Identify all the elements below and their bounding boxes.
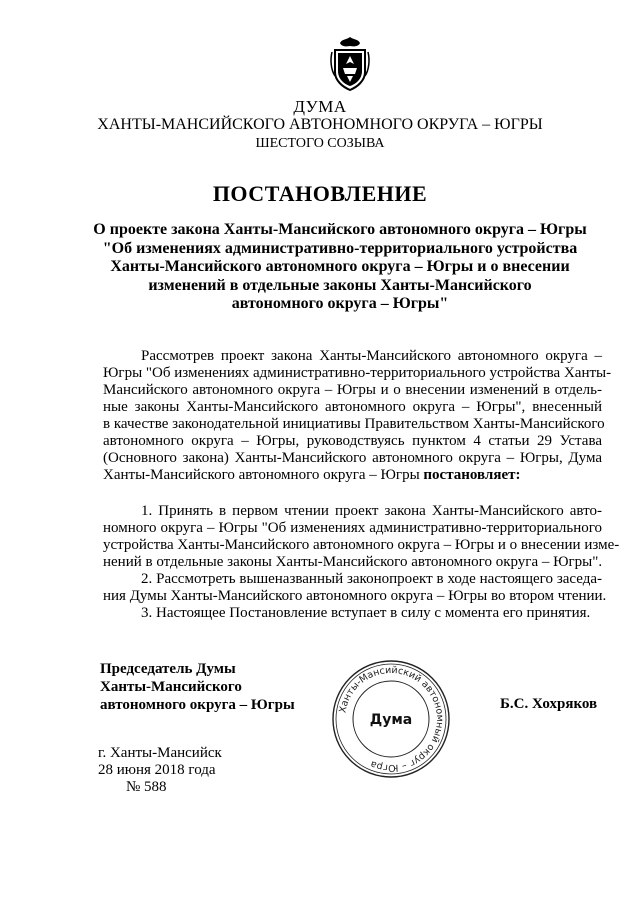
subject-line: Ханты-Мансийского автономного округа – Югры и о внесении	[110, 258, 570, 275]
document-subject	[90, 221, 590, 314]
city: г. Ханты-Мансийск	[98, 745, 222, 761]
item-line: нений в отдельные законы Ханты-Мансийского автономного округа – Югры".	[103, 554, 603, 570]
preamble-line: Югры "Об изменениях административно-территориального устройства Ханты-	[103, 365, 612, 381]
stamp-ring-text: Ханты-Мансийский автономный округ – Югра	[337, 664, 446, 774]
document-type-title: ПОСТАНОВЛЕНИЕ	[212, 181, 428, 206]
item-line: номного округа – Югры "Об изменениях административно-территориального	[103, 520, 602, 536]
preamble-paragraph	[103, 348, 612, 484]
item-line: 1. Принять в первом чтении проект закона Ханты-Мансийского авто-	[141, 503, 602, 519]
signatory-title	[100, 660, 295, 714]
subject-line: автономного округа – Югры"	[231, 295, 449, 312]
subject-line: изменений в отдельные законы Ханты-Мансийского	[148, 276, 532, 294]
preamble-line: (Основного закона) Ханты-Мансийского автономного округа – Югры, Дума	[103, 450, 602, 466]
signatory-title-line: автономного округа – Югры	[100, 697, 295, 713]
org-name: ДУМА	[293, 97, 347, 116]
subject-line: О проекте закона Ханты-Мансийского автономного округа – Югры	[93, 221, 587, 238]
preamble-last-text: Ханты-Мансийского автономного округа – Югры	[103, 467, 420, 483]
convocation: ШЕСТОГО СОЗЫВА	[255, 136, 385, 151]
preamble-line: автономного округа – Югры, руководствуясь пунктом 4 статьи 29 Устава	[103, 433, 602, 449]
signatory-title-line: Ханты-Мансийского	[100, 679, 242, 695]
stamp-center-text: Дума	[369, 712, 413, 728]
signatory-name: Б.С. Хохряков	[500, 696, 598, 712]
item-line: 2. Рассмотреть вышеназванный законопроект в ходе настоящего заседа-	[141, 571, 602, 587]
place-date-number	[98, 745, 222, 796]
preamble-line: ные законы Ханты-Мансийского автономного округа – Югры", внесенный	[103, 399, 602, 415]
item-line: устройства Ханты-Мансийского автономного округа – Югры и о внесении изме-	[103, 537, 620, 553]
preamble-line	[103, 467, 602, 484]
subject-line: "Об изменениях административно-территориального устройства	[102, 239, 578, 257]
item-line: 3. Настоящее Постановление вступает в силу с момента его принятия.	[141, 605, 591, 621]
resolution-verb: постановляет:	[423, 467, 521, 483]
date: 28 июня 2018 года	[98, 762, 216, 778]
preamble-line: Мансийского автономного округа – Югры и о внесении изменений в отдель-	[103, 382, 602, 398]
resolution-items	[103, 503, 620, 622]
document-number: № 588	[126, 779, 167, 795]
region-name: ХАНТЫ-МАНСИЙСКОГО АВТОНОМНОГО ОКРУГА – ЮГРЫ	[97, 116, 543, 133]
preamble-line: в качестве законодательной инициативы Правительством Ханты-Мансийского	[103, 416, 605, 432]
item-line: ния Думы Ханты-Мансийского автономного округа – Югры во втором чтении.	[103, 588, 607, 604]
coat-of-arms-emblem	[329, 36, 371, 92]
signatory-title-line: Председатель Думы	[100, 661, 236, 677]
official-stamp	[330, 658, 452, 780]
preamble-line: Рассмотрев проект закона Ханты-Мансийского автономного округа –	[141, 348, 602, 364]
